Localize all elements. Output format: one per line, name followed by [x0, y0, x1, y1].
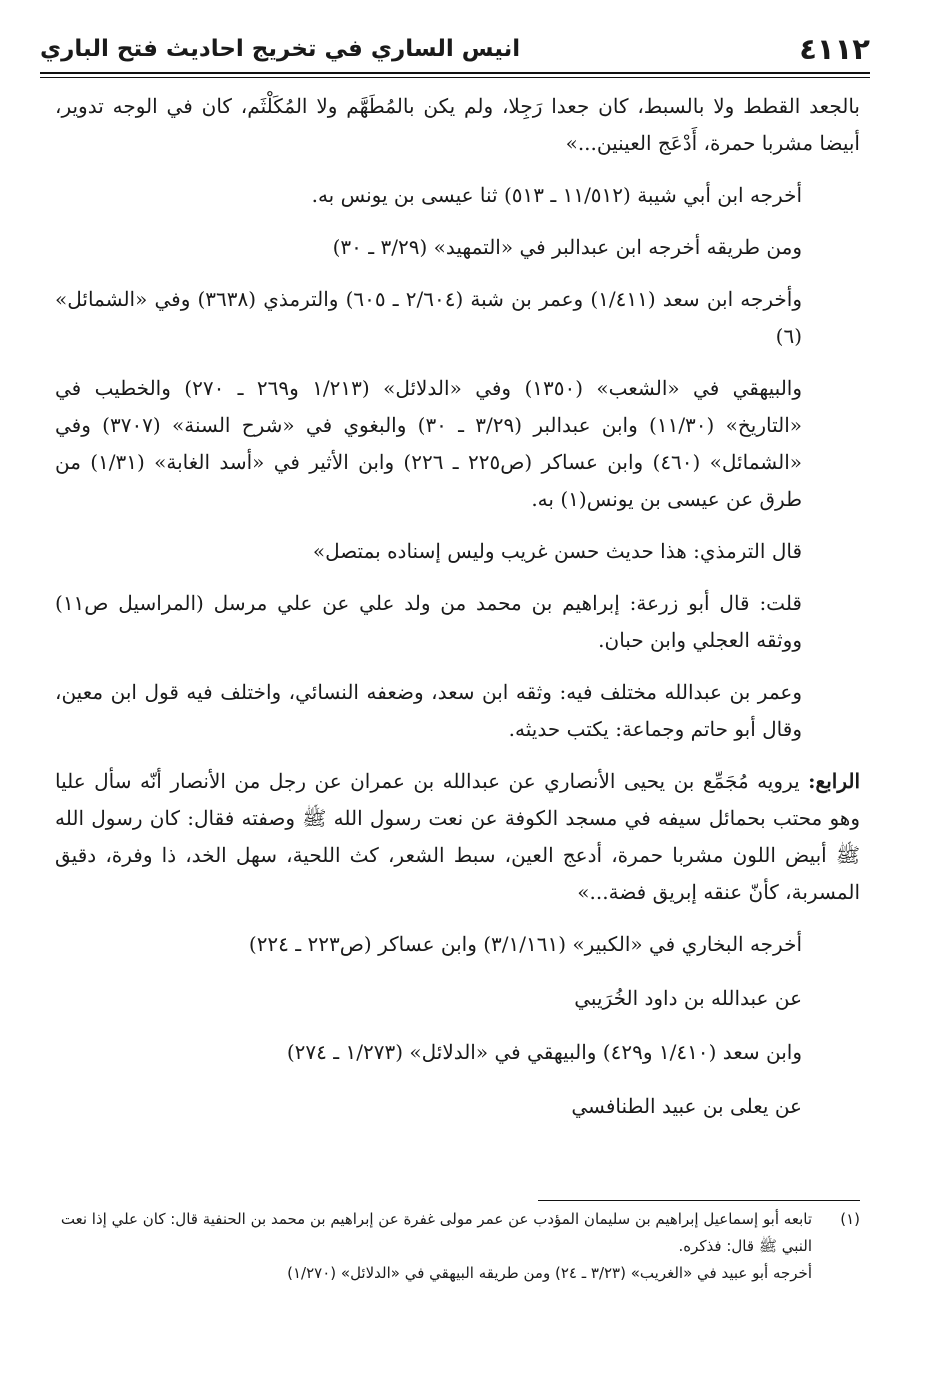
paragraph: قلت: قال أبو زرعة: إبراهيم بن محمد من ولد علي عن علي مرسل (المراسيل ص١١) ووثقه العجلي وابن حبان. — [55, 591, 802, 652]
paragraph: بالجعد القطط ولا بالسبط، كان جعدا رَجِلا، ولم يكن بالمُطَهَّم ولا المُكَلْثَم، كان في الوجه تدوير، أبيضا مشربا حمرة، أَدْعَج العينين...» — [55, 94, 860, 155]
paragraph: قال الترمذي: هذا حديث حسن غريب وليس إسناده بمتصل» — [312, 539, 802, 563]
paragraph-text: يرويه مُجَمِّع بن يحيى الأنصاري عن عبدالله بن عمران عن رجل من الأنصار أنّه سأل عليا وهو محتب بحمائل سيفه في مسجد الكوفة عن نعت رسول الله ﷺ وصفته فقال: كان رسول الله ﷺ أبيض اللون مشربا حمرة، أدعج العين، سبط الشعر، كث اللحية، سهل الخد، ذا وفرة، دقيق المسربة، كأنّ عنقه إبريق فضة...» — [55, 769, 860, 904]
paragraph — [55, 763, 860, 911]
page-number: ٤١١٢ — [799, 32, 870, 66]
paragraph: أخرجه ابن أبي شيبة (١١/٥١٢ ـ ٥١٣) ثنا عيسى بن يونس به. — [311, 183, 802, 207]
paragraph: وعمر بن عبدالله مختلف فيه: وثقه ابن سعد، وضعفه النسائي، واختلف فيه قول ابن معين، وقال أبو حاتم وجماعة: يكتب حديثه. — [55, 680, 802, 741]
main-text — [55, 88, 860, 1142]
paragraph: والبيهقي في «الشعب» (١٣٥٠) وفي «الدلائل» (١/٢١٣ و٢٦٩ ـ ٢٧٠) والخطيب في «التاريخ» (١١/٣٠) وابن عبدالبر (٣/٢٩ ـ ٣٠) والبغوي في «شرح السنة» (٣٧٠٧) وفي «الشمائل» (٤٦٠) وابن عساكر (ص٢٢٥ ـ ٢٢٦) وابن الأثير في «أسد الغابة» (١/٣١) من طرق عن عيسى بن يونس(١) به. — [55, 376, 803, 511]
paragraph: عن يعلى بن عبيد الطنافسي — [571, 1094, 802, 1118]
footnote-separator — [538, 1200, 860, 1201]
footnote-number: (١) — [840, 1210, 860, 1228]
header-rule — [40, 72, 870, 74]
header-rule-thin — [40, 77, 870, 78]
paragraph: ومن طريقه أخرجه ابن عبدالبر في «التمهيد» (٣/٢٩ ـ ٣٠) — [332, 235, 802, 259]
paragraph: وأخرجه ابن سعد (١/٤١١) وعمر بن شبة (٢/٦٠٤ ـ ٦٠٥) والترمذي (٣٦٣٨) وفي «الشمائل» (٦) — [55, 287, 802, 348]
section-lead: الرابع: — [808, 769, 861, 793]
footnote — [55, 1206, 860, 1287]
paragraph: وابن سعد (١/٤١٠ و٤٢٩) والبيهقي في «الدلائل» (١/٢٧٣ ـ ٢٧٤) — [286, 1040, 802, 1064]
paragraph: أخرجه البخاري في «الكبير» (٣/١/١٦١) وابن عساكر (ص٢٢٣ ـ ٢٢٤) — [248, 932, 802, 956]
footnote-text: أخرجه أبو عبيد في «الغريب» (٣/٢٣ ـ ٢٤) ومن طريقه البيهقي في «الدلائل» (١/٢٧٠) — [287, 1264, 812, 1282]
page-header — [40, 28, 870, 74]
footnote-text: تابعه أبو إسماعيل إبراهيم بن سليمان المؤدب عن عمر مولى غفرة عن إبراهيم بن محمد بن الحنفية قال: كان علي إذا نعت النبي ﷺ قال: فذكره. — [60, 1210, 812, 1255]
footnotes — [55, 1206, 860, 1287]
running-title: انيس الساري في تخريج احاديث فتح الباري — [40, 36, 521, 62]
paragraph: عن عبدالله بن داود الخُرَيبي — [574, 986, 802, 1010]
